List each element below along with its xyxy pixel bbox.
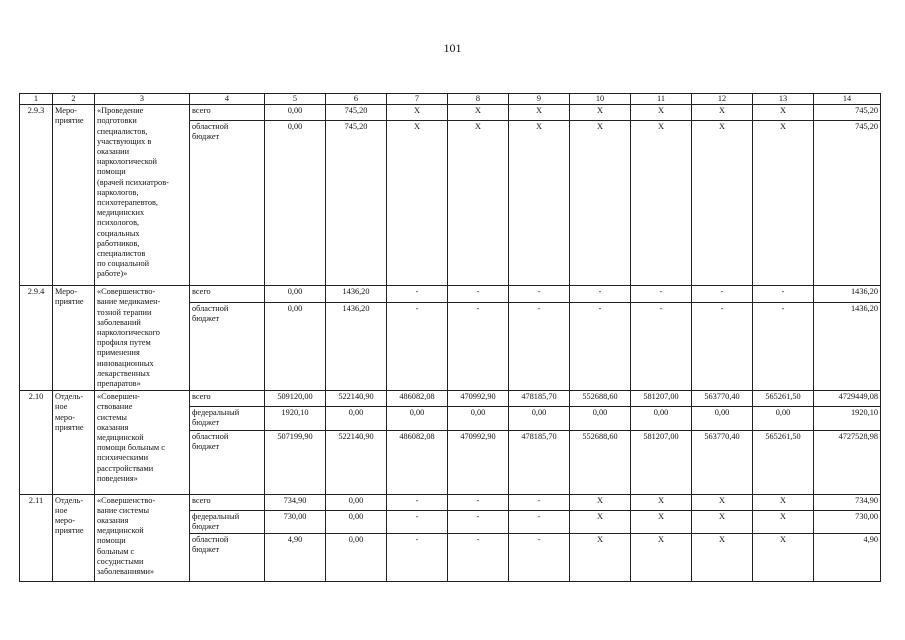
year-value: - (692, 286, 753, 302)
year-value: - (448, 286, 509, 302)
year-value: Х (387, 121, 448, 286)
column-number: 10 (570, 94, 631, 105)
year-value: 478185,70 (509, 430, 570, 494)
total-value: 745,20 (814, 105, 881, 121)
year-value: 522140,90 (326, 430, 387, 494)
year-value: 509120,00 (265, 391, 326, 407)
measure-type: Отдель- ное меро- приятие (53, 391, 95, 494)
year-value: Х (631, 494, 692, 510)
measure-code: 2.11 (20, 494, 53, 581)
year-value: Х (570, 105, 631, 121)
year-value: - (509, 286, 570, 302)
measure-code: 2.9.3 (20, 105, 53, 286)
funding-source: федеральный бюджет (190, 407, 265, 430)
year-value: - (448, 534, 509, 582)
year-value: 745,20 (326, 121, 387, 286)
year-value: - (570, 302, 631, 391)
year-value: 581207,00 (631, 430, 692, 494)
budget-table (19, 93, 881, 582)
column-number: 3 (95, 94, 190, 105)
table-body (20, 94, 881, 582)
page-number: 101 (443, 41, 462, 55)
year-value: 0,00 (326, 494, 387, 510)
total-value: 1436,20 (814, 302, 881, 391)
measure-row (20, 105, 881, 121)
year-value: - (387, 510, 448, 533)
total-value: 730,00 (814, 510, 881, 533)
year-value: 0,00 (326, 534, 387, 582)
year-value: 478185,70 (509, 391, 570, 407)
year-value: 0,00 (631, 407, 692, 430)
year-value: Х (570, 534, 631, 582)
year-value: - (509, 534, 570, 582)
year-value: 486082,08 (387, 430, 448, 494)
year-value: - (753, 302, 814, 391)
column-number-row (20, 94, 881, 105)
year-value: - (509, 302, 570, 391)
year-value: - (387, 302, 448, 391)
year-value: 734,90 (265, 494, 326, 510)
year-value: Х (631, 510, 692, 533)
measure-name: «Совершен- ствование системы оказания медицинской помощи больным с психическими расстройствами поведения» (95, 391, 190, 494)
year-value: Х (692, 494, 753, 510)
year-value: - (509, 494, 570, 510)
year-value: 0,00 (265, 121, 326, 286)
column-number: 5 (265, 94, 326, 105)
year-value: Х (509, 105, 570, 121)
year-value: Х (570, 510, 631, 533)
year-value: 0,00 (326, 510, 387, 533)
year-value: Х (692, 534, 753, 582)
year-value: - (509, 510, 570, 533)
column-number: 13 (753, 94, 814, 105)
year-value: - (448, 302, 509, 391)
funding-source: всего (190, 286, 265, 302)
year-value: 565261,50 (753, 391, 814, 407)
year-value: Х (753, 105, 814, 121)
measure-type: Отдель- ное меро- приятие (53, 494, 95, 581)
year-value: - (387, 286, 448, 302)
funding-source: всего (190, 494, 265, 510)
column-number: 1 (20, 94, 53, 105)
year-value: 470992,90 (448, 391, 509, 407)
year-value: Х (570, 494, 631, 510)
year-value: 4,90 (265, 534, 326, 582)
total-value: 734,90 (814, 494, 881, 510)
funding-source: федеральный бюджет (190, 510, 265, 533)
measure-type: Меро- приятие (53, 286, 95, 391)
total-value: 1436,20 (814, 286, 881, 302)
year-value: 0,00 (448, 407, 509, 430)
total-value: 4729449,08 (814, 391, 881, 407)
year-value: 1436,20 (326, 302, 387, 391)
year-value: - (448, 494, 509, 510)
funding-source: областной бюджет (190, 121, 265, 286)
year-value: 730,00 (265, 510, 326, 533)
year-value: - (448, 510, 509, 533)
year-value: 552688,60 (570, 430, 631, 494)
year-value: 486082,08 (387, 391, 448, 407)
year-value: 0,00 (509, 407, 570, 430)
year-value: Х (631, 534, 692, 582)
year-value: 507199,90 (265, 430, 326, 494)
year-value: 552688,60 (570, 391, 631, 407)
measure-code: 2.10 (20, 391, 53, 494)
year-value: Х (509, 121, 570, 286)
column-number: 7 (387, 94, 448, 105)
year-value: Х (570, 121, 631, 286)
year-value: 565261,50 (753, 430, 814, 494)
year-value: - (753, 286, 814, 302)
column-number: 4 (190, 94, 265, 105)
funding-source: областной бюджет (190, 430, 265, 494)
year-value: Х (631, 105, 692, 121)
year-value: 1436,20 (326, 286, 387, 302)
total-value: 4727528,98 (814, 430, 881, 494)
year-value: 563770,40 (692, 391, 753, 407)
measure-name: «Совершенство- вание медикамен- тозной терапии заболеваний наркологического профиля путем применения инновационных лекарственных препаратов» (95, 286, 190, 391)
year-value: 0,00 (265, 105, 326, 121)
year-value: 0,00 (692, 407, 753, 430)
year-value: 0,00 (326, 407, 387, 430)
year-value: 522140,90 (326, 391, 387, 407)
total-value: 1920,10 (814, 407, 881, 430)
column-number: 2 (53, 94, 95, 105)
measure-row (20, 391, 881, 407)
column-number: 9 (509, 94, 570, 105)
year-value: 0,00 (387, 407, 448, 430)
year-value: Х (753, 121, 814, 286)
column-number: 6 (326, 94, 387, 105)
year-value: Х (692, 105, 753, 121)
year-value: - (631, 302, 692, 391)
year-value: 581207,00 (631, 391, 692, 407)
year-value: 0,00 (570, 407, 631, 430)
year-value: Х (753, 494, 814, 510)
year-value: - (387, 534, 448, 582)
year-value: Х (448, 105, 509, 121)
column-number: 11 (631, 94, 692, 105)
year-value: - (387, 494, 448, 510)
year-value: 470992,90 (448, 430, 509, 494)
total-value: 4,90 (814, 534, 881, 582)
measure-type: Меро- приятие (53, 105, 95, 286)
year-value: 0,00 (753, 407, 814, 430)
year-value: Х (753, 510, 814, 533)
column-number: 8 (448, 94, 509, 105)
year-value: 563770,40 (692, 430, 753, 494)
year-value: - (692, 302, 753, 391)
funding-source: областной бюджет (190, 302, 265, 391)
funding-source: областной бюджет (190, 534, 265, 582)
year-value: 745,20 (326, 105, 387, 121)
funding-source: всего (190, 105, 265, 121)
year-value: Х (692, 121, 753, 286)
column-number: 14 (814, 94, 881, 105)
measure-row (20, 286, 881, 302)
year-value: Х (387, 105, 448, 121)
total-value: 745,20 (814, 121, 881, 286)
year-value: 1920,10 (265, 407, 326, 430)
year-value: 0,00 (265, 286, 326, 302)
year-value: Х (753, 534, 814, 582)
year-value: - (570, 286, 631, 302)
year-value: Х (692, 510, 753, 533)
year-value: Х (448, 121, 509, 286)
year-value: 0,00 (265, 302, 326, 391)
funding-source: всего (190, 391, 265, 407)
measure-name: «Совершенство- вание системы оказания медицинской помощи больным с сосудистыми заболеваниями» (95, 494, 190, 581)
column-number: 12 (692, 94, 753, 105)
year-value: - (631, 286, 692, 302)
year-value: Х (631, 121, 692, 286)
measure-row (20, 494, 881, 510)
measure-name: «Проведение подготовки специалистов, участвующих в оказании наркологической помощи (врачей психиатров- наркологов, психотерапевтов, медицинских психологов, социальных работников, специалистов по социальной работе)» (95, 105, 190, 286)
measure-code: 2.9.4 (20, 286, 53, 391)
